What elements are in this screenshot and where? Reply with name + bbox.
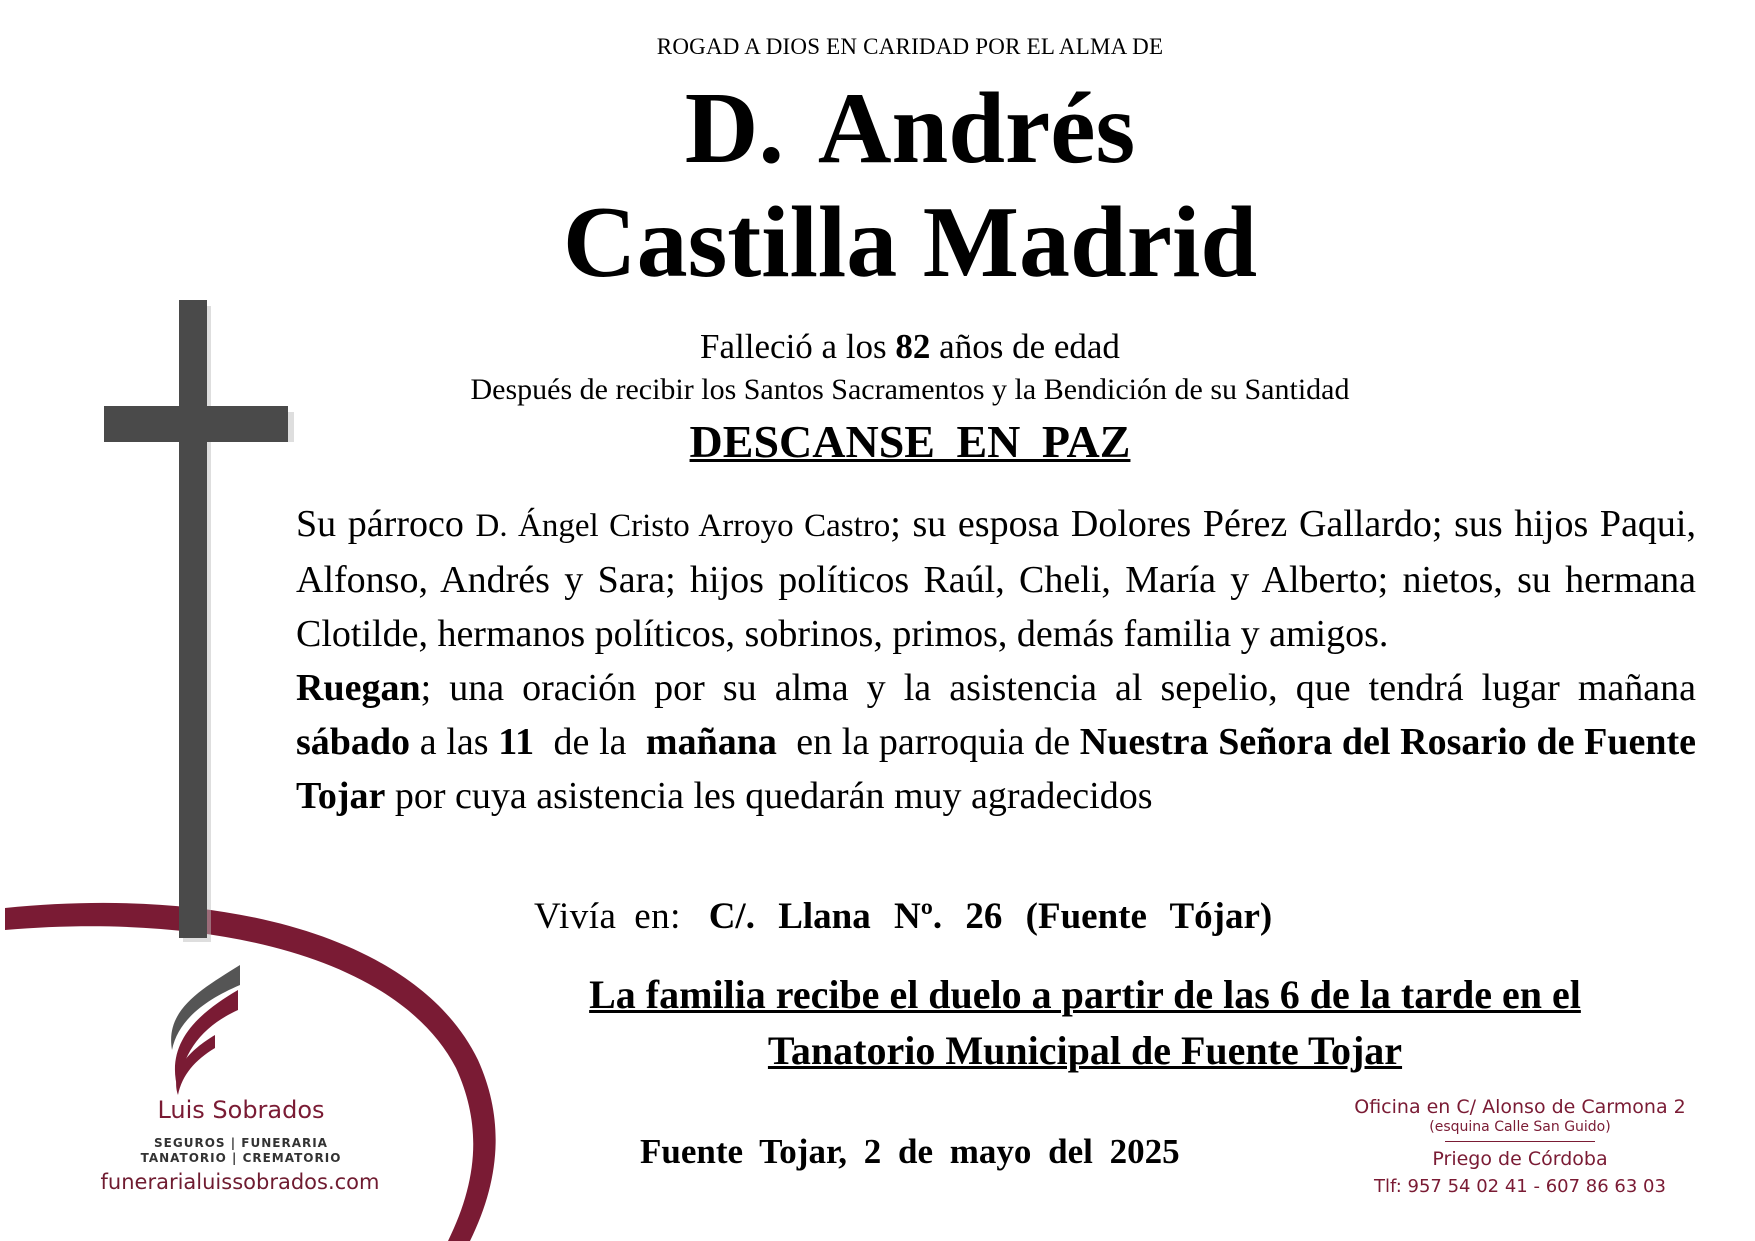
office-info <box>1330 1096 1710 1197</box>
body-church: Nuestra Señora del Rosario de Fuente Tojar <box>296 721 1697 817</box>
age-suffix: años de edad <box>939 327 1120 366</box>
body-manana: mañana <box>645 721 777 763</box>
address-label: Vivía en: <box>534 896 681 937</box>
duelo-line1: La familia recibe el duelo a partir de las 6 de la tarde en el <box>589 972 1581 1017</box>
date-line: Fuente Tojar, 2 de mayo del 2025 <box>640 1132 1180 1171</box>
body-p2-a: ; una oración por su alma y la asistencia al sepelio, que tendrá lugar mañana <box>420 667 1696 709</box>
duelo-line2: Tanatorio Municipal de Fuente Tojar <box>767 1028 1403 1073</box>
office-phone: Tlf: 957 54 02 41 - 607 86 63 03 <box>1374 1176 1666 1197</box>
body-p2-c: de la <box>553 721 627 763</box>
address-line <box>534 895 1272 938</box>
address-value: C/. Llana Nº. 26 (Fuente Tójar) <box>708 896 1273 937</box>
body-sabado: sábado <box>296 721 411 763</box>
office-divider <box>1445 1141 1595 1142</box>
age-years: 82 <box>895 327 931 366</box>
sacraments-line: Después de recibir los Santos Sacramentos y la Bendición de su Santidad <box>470 373 1350 406</box>
office-city: Priego de Córdoba <box>1432 1148 1608 1170</box>
rip-heading <box>0 415 1755 468</box>
logo-website: funerarialuissobrados.com <box>100 1170 380 1194</box>
logo-flame-icon <box>171 965 240 1095</box>
body-p1-a: Su párroco <box>296 503 464 545</box>
duelo-notice <box>530 967 1640 1079</box>
age-line <box>0 327 1755 367</box>
logo-subtitle-1: SEGUROS | FUNERARIA <box>154 1136 328 1150</box>
deceased-name-line2: Castilla Madrid <box>562 186 1258 299</box>
logo-name: Luis Sobrados <box>157 1096 325 1124</box>
family-paragraph <box>296 497 1696 823</box>
body-p2-e: por cuya asistencia les quedarán muy agradecidos <box>394 775 1153 817</box>
logo-subtitle-2: TANATORIO | CREMATORIO <box>140 1151 342 1165</box>
age-prefix: Falleció a los <box>700 327 887 366</box>
rip-text: DESCANSE EN PAZ <box>689 416 1131 467</box>
body-ruegan: Ruegan <box>296 667 421 709</box>
body-p2-b: a las <box>419 721 489 763</box>
deceased-name-line1: D. Andrés <box>684 72 1136 185</box>
body-priest: D. Ángel Cristo Arroyo Castro <box>475 508 891 544</box>
office-address: Oficina en C/ Alonso de Carmona 2 <box>1354 1096 1686 1118</box>
body-hour: 11 <box>498 721 535 763</box>
office-corner: (esquina Calle San Guido) <box>1429 1119 1611 1135</box>
body-p2-d: en la parroquia de <box>796 721 1071 763</box>
body-p1-c: ; su esposa Dolores Pérez Gallardo; sus hijos Paqui, Alfonso, Andrés y Sara; hijos políticos Raúl, Cheli, María y Alberto; nietos, su hermana Clotilde, hermanos políticos, sobrinos, primos, demás familia y amigos. <box>296 503 1696 655</box>
header-rogad: ROGAD A DIOS EN CARIDAD POR EL ALMA DE <box>656 34 1164 59</box>
